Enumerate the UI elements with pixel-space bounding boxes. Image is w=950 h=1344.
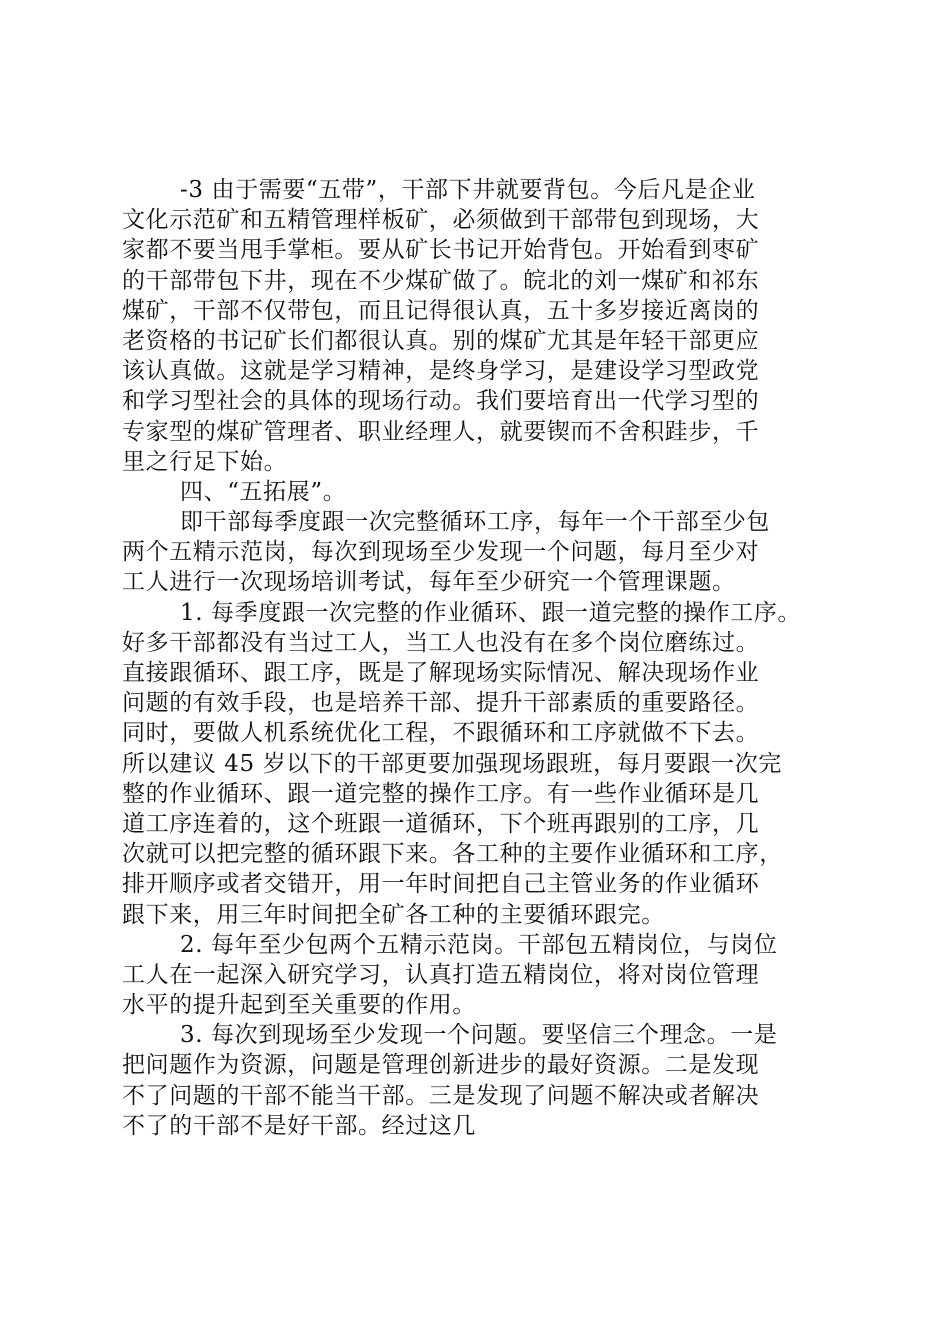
text-line: 不了问题的干部不能当干部。三是发现了问题不解决或者解决 xyxy=(122,1082,760,1109)
text-line: 专家型的煤矿管理者、职业经理人，就要锲而不舍积跬步，千 xyxy=(122,418,760,445)
text-line: 工人在一起深入研究学习，认真打造五精岗位，将对岗位管理 xyxy=(122,961,760,988)
text-line: 问题的有效手段，也是培养干部、提升干部素质的重要路径。 xyxy=(122,690,760,717)
text-line: 即干部每季度跟一次完整循环工序，每年一个干部至少包 xyxy=(180,509,770,536)
text-line: 家都不要当甩手掌柜。要从矿长书记开始背包。开始看到枣矿 xyxy=(122,237,760,264)
text-line: 两个五精示范岗，每次到现场至少发现一个问题，每月至少对 xyxy=(122,539,760,566)
text-line: 2. 每年至少包两个五精示范岗。干部包五精岗位，与岗位 xyxy=(180,931,778,958)
text-line: 煤矿，干部不仅带包，而且记得很认真，五十多岁接近离岗的 xyxy=(122,297,760,324)
text-line: 该认真做。这就是学习精神，是终身学习，是建设学习型政党 xyxy=(122,358,760,385)
text-line: 把问题作为资源，问题是管理创新进步的最好资源。二是发现 xyxy=(122,1052,760,1079)
text-line: 和学习型社会的具体的现场行动。我们要培育出一代学习型的 xyxy=(122,388,760,415)
text-line: 道工序连着的，这个班跟一道循环，下个班再跟别的工序，几 xyxy=(122,810,760,837)
document-body-text xyxy=(122,175,838,1141)
text-line: 老资格的书记矿长们都很认真。别的煤矿尤其是年轻干部更应 xyxy=(122,327,760,354)
text-line: 跟下来，用三年时间把全矿各工种的主要循环跟完。 xyxy=(122,901,665,928)
text-line: 四、“五拓展”。 xyxy=(180,478,347,505)
text-line: 里之行足下始。 xyxy=(122,448,288,475)
text-line: -3 由于需要“五带”，干部下井就要背包。今后凡是企业 xyxy=(180,177,756,203)
text-line: 1. 每季度跟一次完整的作业循环、跟一道完整的操作工序。 xyxy=(180,599,802,626)
text-line: 整的作业循环、跟一道完整的操作工序。有一些作业循环是几 xyxy=(122,780,760,807)
text-line: 3. 每次到现场至少发现一个问题。要坚信三个理念。一是 xyxy=(180,1022,778,1049)
text-line: 的干部带包下井，现在不少煤矿做了。皖北的刘一煤矿和祁东 xyxy=(122,267,760,294)
text-line: 文化示范矿和五精管理样板矿，必须做到干部带包到现场，大 xyxy=(122,207,760,234)
text-line: 直接跟循环、跟工序，既是了解现场实际情况、解决现场作业 xyxy=(122,660,760,686)
text-line: 水平的提升起到至关重要的作用。 xyxy=(122,992,476,1019)
text-line: 所以建议 45 岁以下的干部更要加强现场跟班，每月要跟一次完 xyxy=(122,750,782,777)
text-line: 排开顺序或者交错开，用一年时间把自己主管业务的作业循环 xyxy=(122,871,760,898)
text-line: 次就可以把完整的循环跟下来。各工种的主要作业循环和工序， xyxy=(122,841,783,868)
text-line: 不了的干部不是好干部。经过这几 xyxy=(122,1112,476,1139)
text-line: 工人进行一次现场培训考试，每年至少研究一个管理课题。 xyxy=(122,569,736,596)
text-line: 同时，要做人机系统优化工程，不跟循环和工序就做不下去。 xyxy=(122,720,760,747)
text-line: 好多干部都没有当过工人，当工人也没有在多个岗位磨练过。 xyxy=(122,629,760,656)
